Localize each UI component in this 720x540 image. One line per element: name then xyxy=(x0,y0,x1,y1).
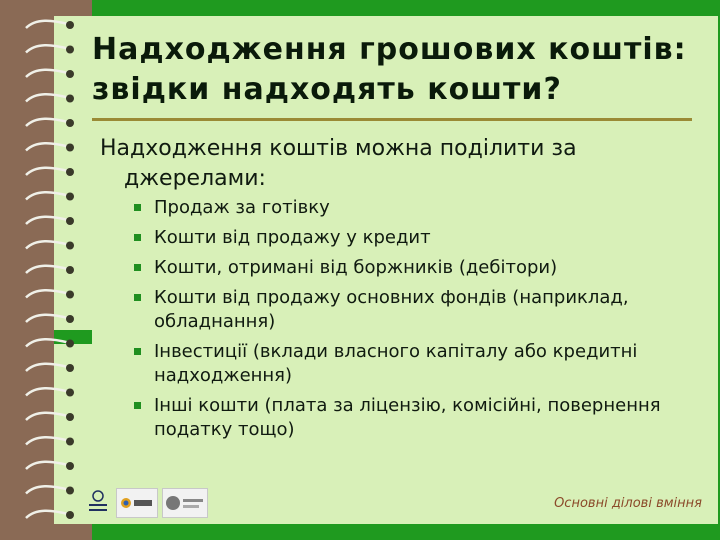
spiral-ring xyxy=(26,241,68,248)
oecd-logo xyxy=(86,488,110,516)
slide-title: Надходження грошових коштів: звідки надходять кошти? xyxy=(92,32,687,107)
spiral-hole xyxy=(66,70,74,78)
spiral-ring xyxy=(26,143,68,150)
spiral-ring xyxy=(26,217,68,224)
spiral-hole xyxy=(66,315,74,323)
intro-text: Надходження коштів можна поділити за джерелами: xyxy=(100,136,577,191)
spiral-hole xyxy=(66,193,74,201)
spiral-ring xyxy=(26,266,68,273)
bullet-icon xyxy=(134,204,141,211)
spiral-ring xyxy=(26,364,68,371)
spiral-hole xyxy=(66,340,74,348)
bullet-icon xyxy=(134,294,141,301)
list-item: Кошти від продажу у кредит xyxy=(130,226,710,250)
spiral-hole xyxy=(66,242,74,250)
spiral-hole xyxy=(66,487,74,495)
bullet-icon xyxy=(134,348,141,355)
spiral-ring xyxy=(26,192,68,199)
sida-logo xyxy=(116,488,158,518)
footer-caption: Основні ділові вміння xyxy=(554,496,702,511)
spiral-hole xyxy=(66,389,74,397)
list-item: Кошти, отримані від боржників (дебітори) xyxy=(130,256,710,280)
list-item: Інвестиції (вклади власного капіталу або кредитні надходження) xyxy=(130,340,710,388)
spiral-ring xyxy=(26,168,68,175)
bullet-list xyxy=(130,196,710,448)
spiral-ring xyxy=(26,94,68,101)
partner-logos xyxy=(86,488,216,518)
list-item: Кошти від продажу основних фондів (наприклад, обладнання) xyxy=(130,286,710,334)
spiral-hole xyxy=(66,511,74,519)
spiral-hole xyxy=(66,217,74,225)
spiral-ring xyxy=(26,290,68,297)
title-divider xyxy=(92,118,692,121)
spiral-hole xyxy=(66,364,74,372)
spiral-ring xyxy=(26,119,68,126)
list-item: Інші кошти (плата за ліцензію, комісійні, повернення податку тощо) xyxy=(130,394,710,442)
spiral-ring xyxy=(26,21,68,28)
spiral-ring xyxy=(26,511,68,518)
spiral-ring xyxy=(26,388,68,395)
spiral-hole xyxy=(66,46,74,54)
spiral-hole xyxy=(66,144,74,152)
bullet-icon xyxy=(134,264,141,271)
spiral-ring xyxy=(26,413,68,420)
spiral-hole xyxy=(66,413,74,421)
spiral-hole xyxy=(66,95,74,103)
spiral-hole xyxy=(66,266,74,274)
spiral-hole xyxy=(66,168,74,176)
spiral-ring xyxy=(26,437,68,444)
spiral-hole xyxy=(66,291,74,299)
bullet-icon xyxy=(134,402,141,409)
spiral-ring xyxy=(26,486,68,493)
spiral-hole xyxy=(66,462,74,470)
spiral-hole xyxy=(66,21,74,29)
spiral-hole xyxy=(66,119,74,127)
spiral-ring xyxy=(26,339,68,346)
spiral-ring xyxy=(26,315,68,322)
spiral-ring xyxy=(26,462,68,469)
spiral-hole xyxy=(66,438,74,446)
spiral-binding xyxy=(22,0,82,540)
bullet-icon xyxy=(134,234,141,241)
partner-logo xyxy=(162,488,208,518)
list-item: Продаж за готівку xyxy=(130,196,710,220)
spiral-ring xyxy=(26,70,68,77)
spiral-ring xyxy=(26,45,68,52)
